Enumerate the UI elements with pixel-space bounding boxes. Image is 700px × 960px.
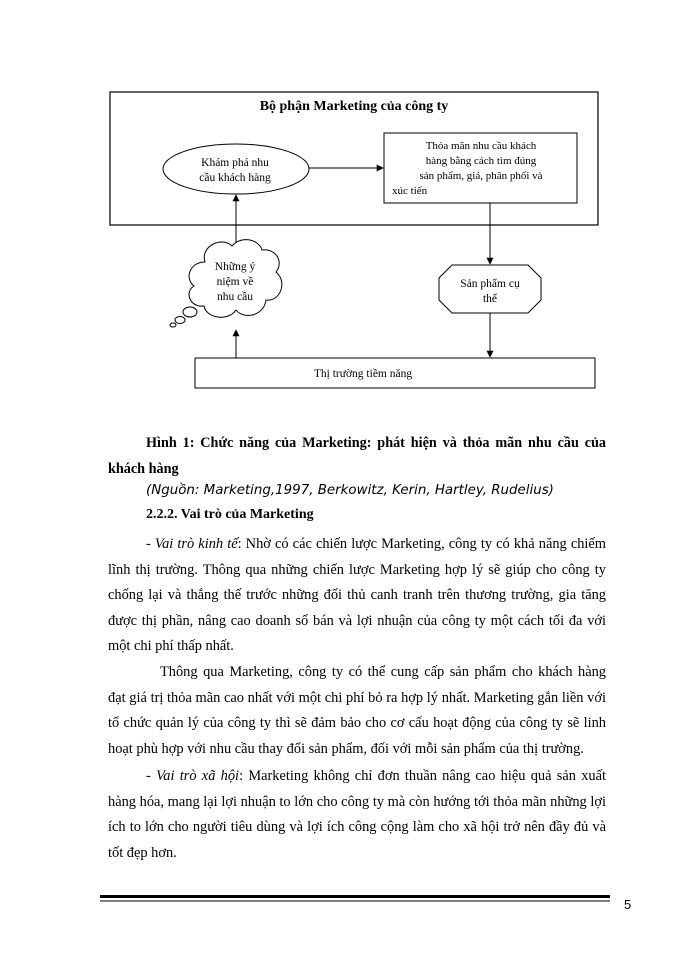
figure-caption-line-2: khách hàng bbox=[108, 461, 179, 477]
dash-lead: - bbox=[146, 768, 157, 784]
economic-role-term: Vai trò kinh tế bbox=[154, 536, 238, 552]
figure-source: (Nguồn: Marketing,1997, Berkowitz, Kerin, Hartley, Rudelius) bbox=[146, 483, 554, 498]
paragraph-line bbox=[108, 764, 606, 790]
figure-caption bbox=[108, 430, 606, 482]
company-marketing-title: Bộ phận Marketing của công ty bbox=[259, 99, 449, 114]
discover-needs-line-1: Khám phá nhu bbox=[201, 157, 269, 169]
paragraph-line: chống lại và thắng thế trước những đối thủ canh tranh trên thương trường, gia tăng bbox=[108, 587, 606, 604]
satisfy-needs-line-2: hàng bằng cách tìm đúng bbox=[425, 155, 537, 167]
paragraph-line: đạt giá trị thỏa mãn cao nhất với một chi phí bỏ ra hợp lý nhất. Marketing gắn liền với bbox=[108, 689, 606, 706]
paragraph-line: một chi phí thấp nhất. bbox=[108, 638, 234, 655]
need-ideas-line-1: Những ý bbox=[214, 261, 256, 273]
satisfy-needs-line-1: Thỏa mãn nhu cầu khách bbox=[425, 140, 537, 152]
satisfy-needs-line-3: sản phẩm, giá, phân phối và bbox=[419, 170, 543, 182]
paragraph-line: Thông qua Marketing, công ty có thể cung cấp sản phẩm cho khách hàng bbox=[160, 664, 606, 680]
discover-needs-line-2: cầu khách hàng bbox=[199, 172, 271, 184]
paragraph-line: hoạt phù hợp với nhu cầu thay đổi sản phẩm, đối với mỗi sản phẩm của thị trường. bbox=[108, 740, 584, 757]
paragraph-economic-role bbox=[108, 532, 606, 660]
satisfy-needs-line-4: xúc tiến bbox=[392, 185, 428, 197]
footer-rule bbox=[100, 895, 610, 903]
paragraph-line: hàng hóa, mang lại lợi nhuận to lớn cho công ty mà còn hướng tới thỏa mãn những lợi bbox=[108, 793, 606, 810]
marketing-function-diagram bbox=[0, 0, 700, 400]
section-heading: 2.2.2. Vai trò của Marketing bbox=[146, 507, 314, 522]
paragraph-line: tốt đẹp hơn. bbox=[108, 844, 177, 861]
potential-market-label: Thị trường tiềm năng bbox=[313, 368, 413, 380]
page-number: 5 bbox=[624, 897, 632, 912]
need-ideas-line-3: nhu cầu bbox=[216, 291, 254, 303]
dash-lead: - bbox=[146, 536, 155, 552]
paragraph-line: lĩnh thị trường. Thông qua những chiến lược Marketing hợp lý sẽ giúp cho công ty bbox=[108, 561, 606, 578]
paragraph-line: tổ chức quản lý của công ty thì sẽ đảm bảo cho cơ cấu hoạt động của công ty sẽ linh bbox=[108, 715, 606, 732]
paragraph-line: ích to lớn cho người tiêu dùng và lợi ích công cộng làm cho xã hội trở nên đầy đủ và bbox=[108, 819, 606, 836]
social-role-term: Vai trò xã hội bbox=[156, 768, 240, 784]
paragraph-social-role bbox=[108, 764, 606, 866]
line-text: : Marketing không chỉ đơn thuần nâng cao hiệu quả sản xuất bbox=[239, 768, 607, 784]
paragraph-line bbox=[108, 532, 606, 558]
need-ideas-line-2: niệm về bbox=[216, 276, 254, 288]
paragraph-line: được thị phần, nâng cao doanh số bán và lợi nhuận của công ty một cách tối đa với bbox=[108, 612, 606, 629]
concrete-product-line-1: Sản phẩm cụ bbox=[460, 278, 520, 290]
figure-caption-line-1: Hình 1: Chức năng của Marketing: phát hiện và thỏa mãn nhu cầu của bbox=[146, 435, 606, 451]
concrete-product-line-2: thể bbox=[482, 293, 498, 305]
paragraph-marketing-value bbox=[108, 660, 606, 762]
discover-needs-ellipse bbox=[163, 144, 309, 194]
line-text: : Nhờ có các chiến lược Marketing, công ty có khả năng chiếm bbox=[237, 536, 606, 552]
